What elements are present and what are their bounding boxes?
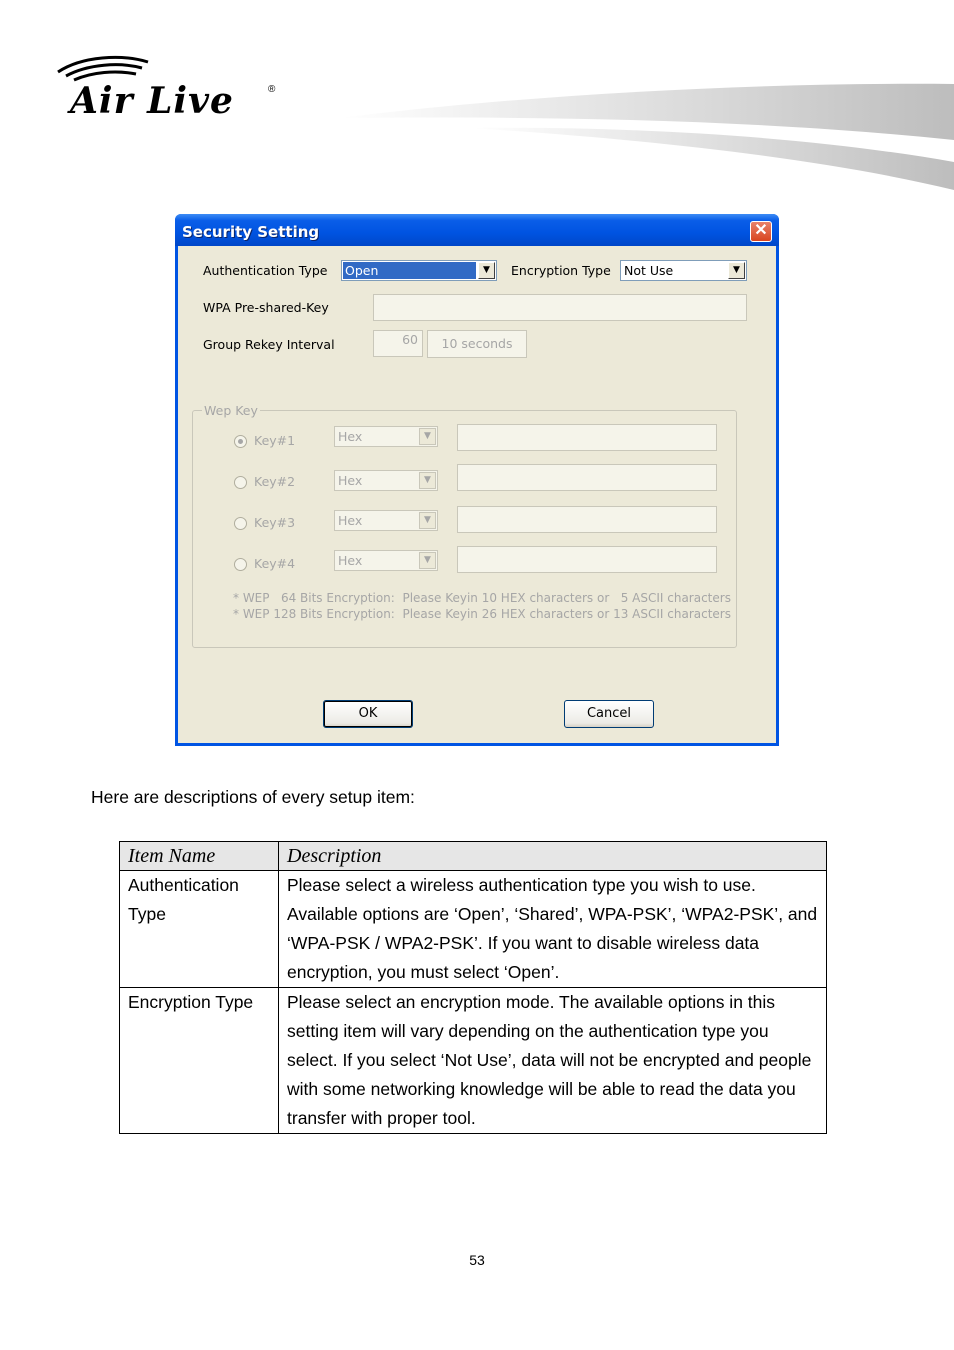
encryption-type-label: Encryption Type [511, 263, 611, 278]
cancel-button[interactable]: Cancel [564, 700, 654, 728]
dialog-title: Security Setting [182, 223, 320, 241]
row-description: Please select a wireless authentication type you wish to use. Available options are ‘Open’, ‘Shared’, WPA-PSK’, ‘WPA2-PSK’, and ‘WPA-PSK / WPA2-PSK’. If you want to disable wireless data encryption, you must select ‘Open’. [279, 871, 827, 988]
chevron-down-icon[interactable]: ▼ [728, 262, 745, 279]
key2-radio[interactable] [234, 476, 247, 489]
table-row [120, 871, 827, 988]
table-row [120, 988, 827, 1134]
key3-label: Key#3 [254, 515, 296, 530]
key2-format-value: Hex [338, 473, 363, 488]
table-header-row [120, 842, 827, 871]
auth-type-value: Open [343, 262, 476, 279]
dialog-body [178, 246, 776, 743]
ok-button[interactable]: OK [323, 700, 413, 728]
auth-type-label: Authentication Type [203, 263, 328, 278]
rekey-unit-button[interactable]: 10 seconds [427, 330, 527, 358]
row-description: Please select an encryption mode. The available options in this setting item will vary depending on the authentication type you select. If you select ‘Not Use’, data will not be encrypted and people with some networking knowledge will be able to read the data you transfer with proper tool. [279, 988, 827, 1134]
rekey-interval-label: Group Rekey Interval [203, 337, 335, 352]
row-item-name: Encryption Type [120, 988, 279, 1134]
encryption-type-select[interactable] [620, 260, 747, 281]
wpa-psk-label: WPA Pre-shared-Key [203, 300, 329, 315]
key1-radio[interactable] [234, 435, 247, 448]
logo-text: Air Live [70, 80, 234, 122]
header-description: Description [279, 842, 827, 871]
wep-128-note: * WEP 128 Bits Encryption: Please Keyin 26 HEX characters or 13 ASCII characters [233, 607, 731, 621]
key3-format-select[interactable] [334, 510, 438, 531]
rekey-interval-input[interactable]: 60 [373, 330, 423, 357]
chevron-down-icon[interactable]: ▼ [419, 428, 436, 445]
intro-text: Here are descriptions of every setup item: [91, 787, 415, 807]
key1-format-value: Hex [338, 429, 363, 444]
key4-radio[interactable] [234, 558, 247, 571]
description-table [119, 841, 827, 1134]
key4-format-value: Hex [338, 553, 363, 568]
page-number: 53 [469, 1252, 485, 1268]
close-icon[interactable]: ✕ [750, 221, 772, 242]
chevron-down-icon[interactable]: ▼ [419, 472, 436, 489]
key3-format-value: Hex [338, 513, 363, 528]
key1-input[interactable] [457, 424, 717, 451]
key2-input[interactable] [457, 464, 717, 491]
key3-input[interactable] [457, 506, 717, 533]
header-item-name: Item Name [120, 842, 279, 871]
auth-type-select[interactable] [341, 260, 497, 281]
row-item-name: Authentication Type [120, 871, 279, 988]
key1-format-select[interactable] [334, 426, 438, 447]
wep-key-group-label: Wep Key [204, 403, 258, 418]
security-setting-dialog [175, 214, 779, 746]
key4-format-select[interactable] [334, 550, 438, 571]
key1-label: Key#1 [254, 433, 296, 448]
encryption-type-value: Not Use [624, 263, 674, 278]
chevron-down-icon[interactable]: ▼ [478, 262, 495, 279]
key2-label: Key#2 [254, 474, 296, 489]
key4-input[interactable] [457, 546, 717, 573]
chevron-down-icon[interactable]: ▼ [419, 552, 436, 569]
key3-radio[interactable] [234, 517, 247, 530]
chevron-down-icon[interactable]: ▼ [419, 512, 436, 529]
registered-mark: ® [268, 84, 276, 95]
wpa-psk-input[interactable] [373, 294, 747, 321]
airlive-logo [52, 52, 292, 122]
key2-format-select[interactable] [334, 470, 438, 491]
key4-label: Key#4 [254, 556, 296, 571]
wep-64-note: * WEP 64 Bits Encryption: Please Keyin 10 HEX characters or 5 ASCII characters [233, 591, 731, 605]
dialog-titlebar[interactable] [175, 214, 779, 246]
